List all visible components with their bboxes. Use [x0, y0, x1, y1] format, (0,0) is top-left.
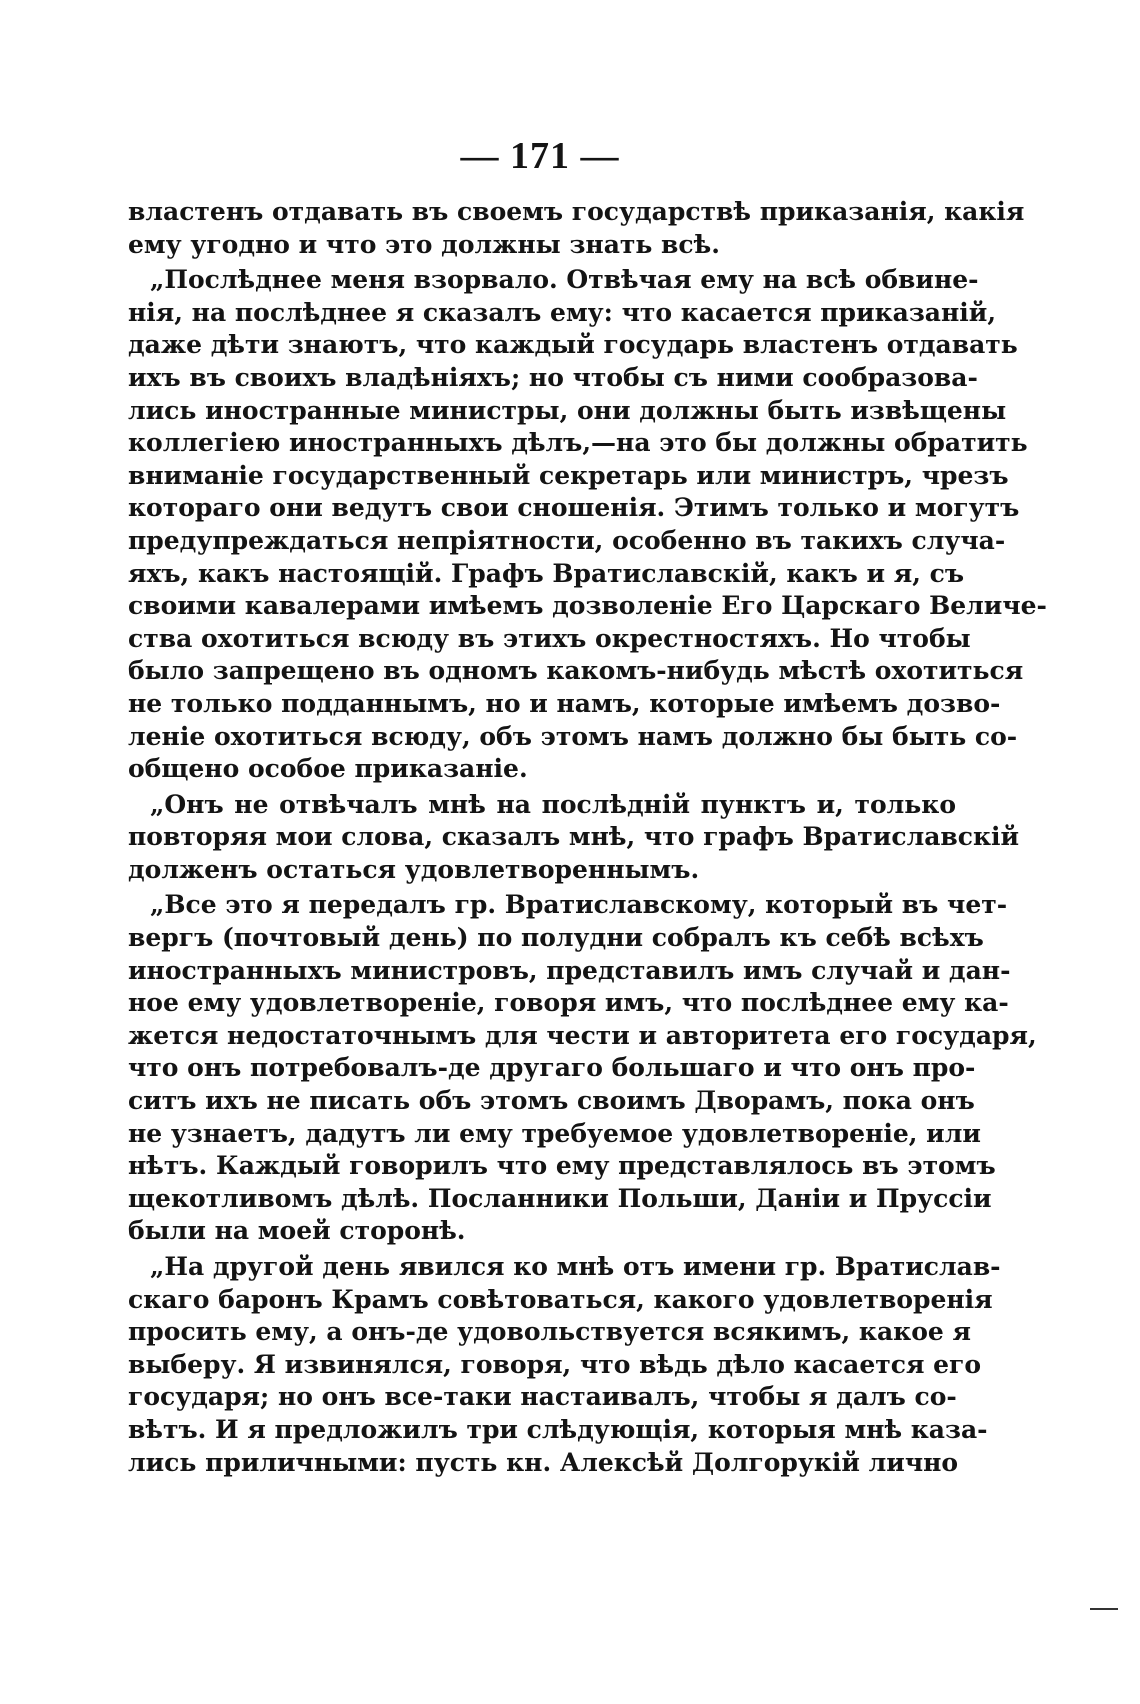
- page-number: — 171 —: [460, 135, 620, 177]
- text-line: щекотливомъ дѣлѣ. Посланники Польши, Даніи и Пруссіи: [128, 1183, 992, 1213]
- text-line: предупреждаться непріятности, особенно въ такихъ случа-: [128, 525, 1006, 555]
- text-line: котораго они ведутъ свои сношенія. Этимъ только и могутъ: [128, 493, 1020, 523]
- text-line: нія, на послѣднее я сказалъ ему: что касается приказаній,: [128, 297, 997, 327]
- text-line: нѣтъ. Каждый говорилъ что ему представлялось въ этомъ: [128, 1151, 996, 1181]
- body-text: [128, 196, 1047, 1479]
- text-line: выберу. Я извинялся, говоря, что вѣдь дѣло касается его: [128, 1349, 982, 1379]
- text-line: яхъ, какъ настоящій. Графъ Вратиславскій, какъ и я, съ: [128, 558, 965, 588]
- text-line: общено особое приказаніе.: [128, 754, 528, 784]
- text-line: „Все это я передалъ гр. Вратиславскому, который въ чет-: [150, 890, 1008, 920]
- text-line: лись приличными: пусть кн. Алексѣй Долгорукій лично: [128, 1447, 959, 1477]
- text-line: властенъ отдавать въ своемъ государствѣ приказанія, какія: [128, 197, 1025, 226]
- text-line: „На другой день явился ко мнѣ отъ имени гр. Вратислав-: [150, 1252, 1001, 1281]
- text-line: государя; но онъ все-таки настаивалъ, чтобы я далъ со-: [128, 1382, 957, 1412]
- text-line: не узнаетъ, дадутъ ли ему требуемое удовлетвореніе, или: [128, 1118, 981, 1148]
- text-line: скаго баронъ Крамъ совѣтоваться, какого удовлетворенія: [128, 1284, 993, 1314]
- text-line: что онъ потребовалъ-де другаго большаго и что онъ про-: [128, 1053, 976, 1083]
- text-line: ихъ въ своихъ владѣніяхъ; но чтобы съ ними сообразова-: [128, 362, 978, 392]
- text-line: ства охотиться всюду въ этихъ окрестностяхъ. Но чтобы: [128, 623, 971, 653]
- text-line: своими кавалерами имѣемъ дозволеніе Его Царскаго Величе-: [128, 591, 1047, 621]
- text-line: было запрещено въ одномъ какомъ-нибудь мѣстѣ охотиться: [128, 656, 1024, 686]
- text-line: даже дѣти знаютъ, что каждый государь властенъ отдавать: [128, 330, 1018, 360]
- text-line: повторяя мои слова, сказалъ мнѣ, что графъ Вратиславскій: [128, 822, 1020, 852]
- text-line: иностранныхъ министровъ, представилъ имъ случай и дан-: [128, 955, 1011, 985]
- text-line: леніе охотиться всюду, объ этомъ намъ должно бы быть со-: [128, 721, 1018, 751]
- margin-dash: [1090, 1608, 1118, 1610]
- text-line: ситъ ихъ не писать объ этомъ своимъ Дворамъ, пока онъ: [128, 1086, 975, 1116]
- text-line: не только подданнымъ, но и намъ, которые имѣемъ дозво-: [128, 688, 1001, 718]
- text-line: просить ему, а онъ-де удовольствуется всякимъ, какое я: [128, 1317, 971, 1347]
- text-line: коллегіею иностранныхъ дѣлъ,—на это бы должны обратить: [128, 428, 1028, 458]
- text-line: вѣтъ. И я предложилъ три слѣдующія, которыя мнѣ каза-: [128, 1414, 988, 1444]
- text-line: были на моей сторонѣ.: [128, 1216, 466, 1246]
- text-line: лись иностранные министры, они должны быть извѣщены: [128, 395, 1007, 425]
- text-line: вниманіе государственный секретарь или министръ, чрезъ: [128, 460, 1009, 490]
- text-line: „Онъ не отвѣчалъ мнѣ на послѣдній пунктъ и, только: [150, 789, 956, 819]
- text-line: долженъ остаться удовлетвореннымъ.: [128, 854, 700, 884]
- text-line: ное ему удовлетвореніе, говоря имъ, что послѣднее ему ка-: [128, 988, 1009, 1018]
- text-line: вергъ (почтовый день) по полудни собралъ къ себѣ всѣхъ: [128, 923, 984, 953]
- text-line: жется недостаточнымъ для чести и авторитета его государя,: [128, 1020, 1037, 1050]
- text-line: ему угодно и что это должны знать всѣ.: [128, 229, 720, 259]
- text-line: „Послѣднее меня взорвало. Отвѣчая ему на всѣ обвине-: [150, 265, 979, 295]
